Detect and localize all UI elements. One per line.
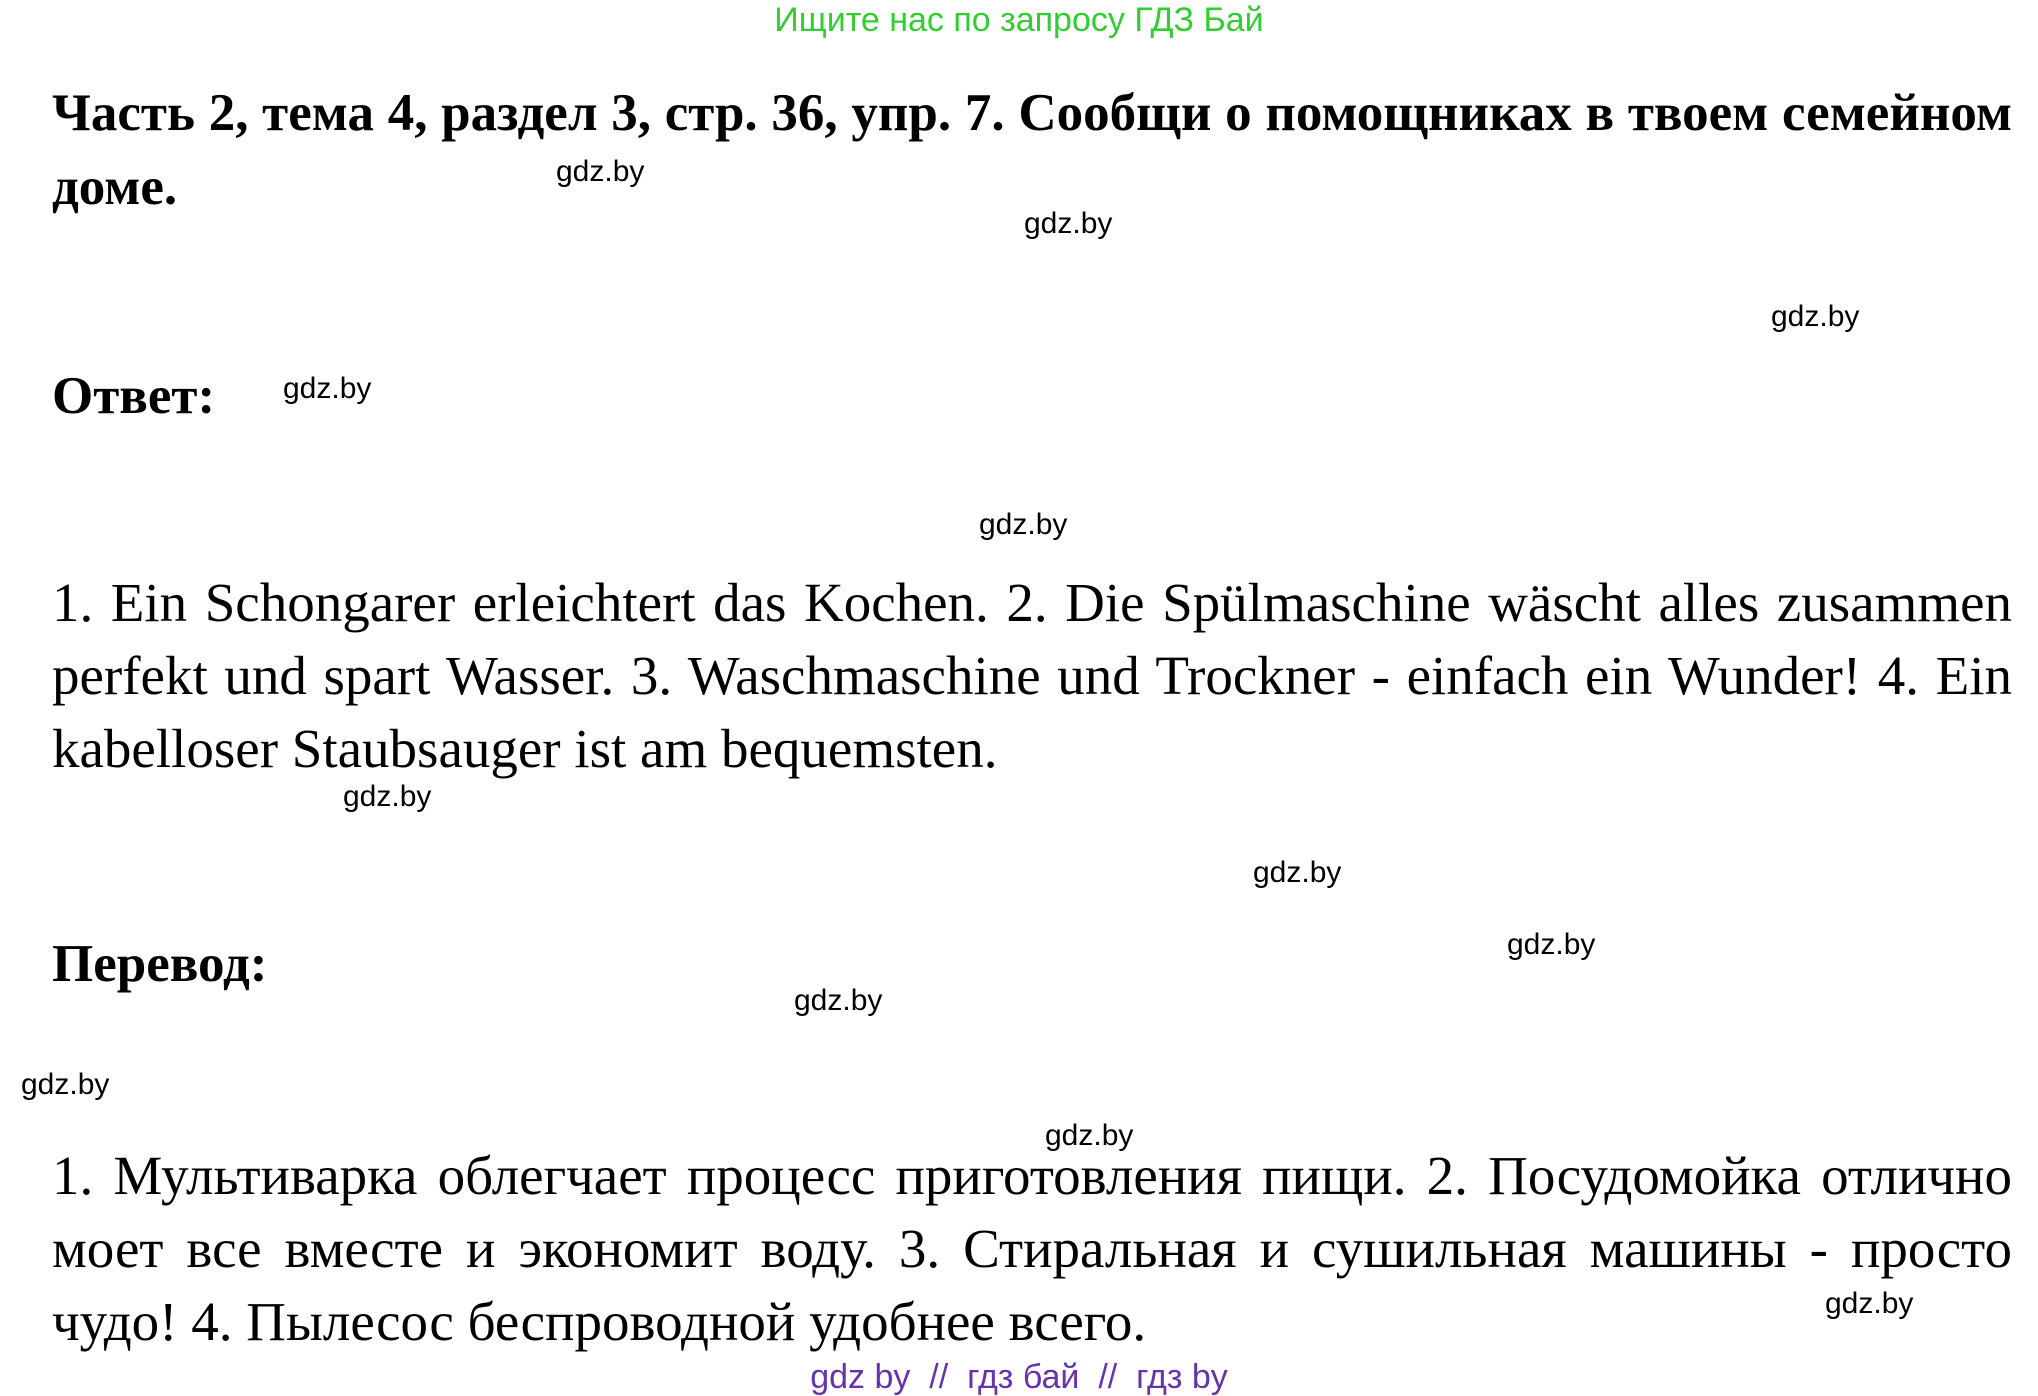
answer-text: 1. Ein Schongarer erleichtert das Kochen. 2. Die Spülmaschine wäscht alles zusammen perfekt und spart Wasser. 3. Waschmaschine und Trockner - einfach ein Wunder! 4. Ein kabelloser Staubsauger ist am bequemsten. (52, 572, 2012, 779)
watermark: gdz.by (343, 780, 432, 813)
watermark: gdz.by (1771, 300, 1860, 333)
watermark: gdz.by (1253, 856, 1342, 889)
watermark: gdz.by (1507, 928, 1596, 961)
watermark: gdz.by (1825, 1287, 1914, 1320)
watermark: gdz.by (979, 508, 1068, 541)
translation-label: Перевод: (52, 935, 268, 993)
footer-links: gdz by // гдз бай // гдз by (810, 1358, 1228, 1396)
translation-text: 1. Мультиварка облегчает процесс приготовления пищи. 2. Посудомойка отлично моет все вместе и экономит воду. 3. Стиральная и сушильная машины - просто чудо! 4. Пылесос беспроводной удобнее всего. (52, 1145, 2012, 1352)
watermark: gdz.by (556, 155, 645, 188)
page-title: Часть 2, тема 4, раздел 3, стр. 36, упр. 7. Сообщи о помощниках в твоем семейном доме. (52, 84, 2012, 216)
watermark: gdz.by (21, 1068, 110, 1101)
watermark: gdz.by (1024, 207, 1113, 240)
watermark: gdz.by (794, 984, 883, 1017)
answer-label: Ответ: (52, 367, 216, 425)
top-banner: Ищите нас по запросу ГДЗ Бай (774, 1, 1264, 39)
watermark: gdz.by (1045, 1119, 1134, 1152)
watermark: gdz.by (283, 372, 372, 405)
